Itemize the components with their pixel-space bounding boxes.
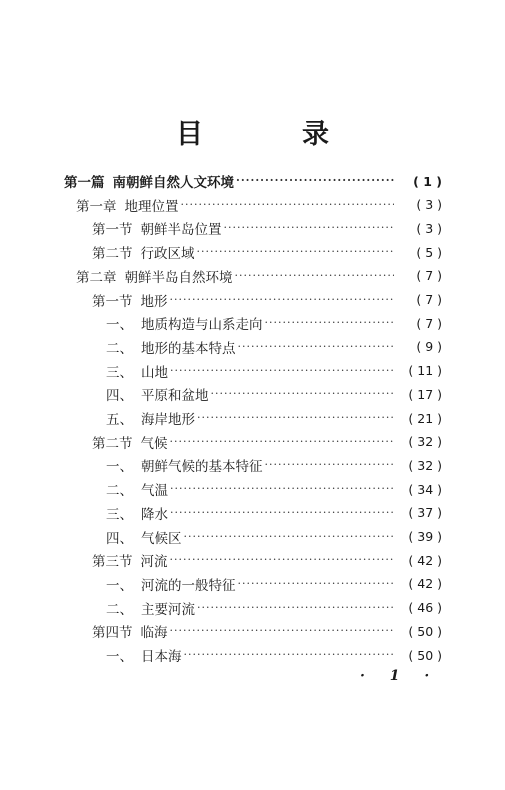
toc-entry-number: 第二节: [92, 435, 133, 452]
toc-entry-title: 海岸地形: [141, 412, 195, 428]
toc-entry-title: 地形: [140, 293, 168, 310]
toc-entry-page: ( 50 ): [408, 647, 442, 663]
toc-entry-number: 一、: [106, 577, 133, 594]
toc-entry-page: ( 32 ): [408, 457, 442, 473]
toc-entry-item: [106, 336, 442, 358]
toc-entry-item: [106, 526, 442, 548]
dot-leader: [238, 573, 395, 595]
toc-entry-title: 南朝鲜自然人文环境: [112, 175, 234, 191]
toc-entry-page: ( 39 ): [408, 529, 442, 544]
toc-entry-title: 地质构造与山系走向: [141, 317, 263, 334]
toc-entry-page: ( 42 ): [408, 552, 442, 568]
dot-leader: [265, 454, 395, 476]
toc-entry-page: ( 7 ): [416, 292, 442, 307]
dot-leader: [170, 431, 395, 453]
toc-entry-number: 三、: [106, 506, 133, 523]
toc-entry-number: 一、: [106, 459, 133, 476]
toc-entry-number: 五、: [106, 412, 133, 428]
toc-entry-title: 日本海: [141, 649, 182, 665]
toc-entry-title: 气候: [140, 435, 168, 452]
toc-entry-title: 主要河流: [141, 601, 195, 618]
toc-entry-item: [106, 644, 442, 666]
page-title: 目 录: [176, 119, 365, 150]
toc-entry-page: ( 9 ): [416, 339, 442, 355]
toc-entry-title: 河流的一般特征: [141, 577, 236, 594]
toc-entry-number: 四、: [106, 530, 133, 547]
toc-entry-title: 地形的基本特点: [141, 340, 236, 357]
toc-entry-page: ( 5 ): [416, 244, 442, 260]
page-number: · 1 ·: [360, 668, 440, 684]
toc-entry-title: 山地: [141, 364, 168, 381]
toc-entry-number: 二、: [106, 601, 133, 618]
toc-entry-item: [106, 454, 442, 476]
dot-leader: [170, 549, 395, 571]
toc-entry-number: 三、: [106, 364, 133, 381]
toc-entry-item: [106, 502, 442, 524]
toc-entry-title: 气候区: [141, 530, 182, 547]
dot-leader: [184, 644, 395, 666]
toc-entry-page: ( 46 ): [408, 600, 442, 616]
dot-leader: [238, 336, 395, 358]
toc-entry-section: [92, 241, 442, 263]
dot-leader: [170, 620, 395, 642]
dot-leader: [170, 360, 394, 382]
toc-entry-number: 二、: [106, 340, 133, 357]
dot-leader: [197, 407, 394, 429]
toc-entry-page: ( 32 ): [408, 434, 442, 450]
toc-entry-number: 第四节: [92, 625, 133, 642]
dot-leader: [170, 502, 394, 524]
toc-entry-item: [106, 573, 442, 595]
toc-entry-part: [64, 170, 442, 192]
toc-entry-number: 第三节: [92, 554, 133, 571]
toc-entry-section: [92, 620, 442, 642]
toc-entry-item: [106, 312, 442, 334]
dot-leader: [197, 597, 394, 619]
toc-entry-number: 一、: [106, 317, 133, 334]
toc-entry-chapter: [76, 194, 442, 216]
toc-entry-section: [92, 217, 442, 239]
toc-entry-title: 行政区域: [140, 246, 195, 263]
toc-entry-title: 朝鲜半岛自然环境: [124, 269, 233, 286]
toc-entry-item: [106, 360, 442, 382]
toc-entry-title: 河流: [140, 554, 168, 571]
toc-entry-number: 第一节: [92, 293, 133, 310]
toc-entry-section: [92, 431, 442, 453]
toc-entry-page: ( 7 ): [416, 315, 442, 331]
toc-entry-page: ( 3 ): [416, 220, 442, 236]
dot-leader: [197, 241, 395, 263]
toc-entry-title: 临海: [140, 625, 168, 642]
dot-leader: [235, 265, 395, 287]
toc-entry-number: 第一篇: [64, 175, 105, 191]
toc-entry-item: [106, 597, 442, 619]
toc-entry-section: [92, 289, 442, 311]
toc-entry-page: ( 1 ): [413, 173, 442, 189]
toc-entry-title: 降水: [141, 506, 168, 523]
toc-entry-page: ( 50 ): [408, 623, 442, 639]
dot-leader: [170, 289, 395, 311]
toc-entry-title: 地理位置: [124, 198, 179, 215]
toc-entry-page: ( 3 ): [416, 197, 442, 213]
toc-entry-section: [92, 549, 442, 571]
toc-entry-item: [106, 383, 442, 405]
toc-entry-page: ( 42 ): [408, 576, 442, 592]
dot-leader: [211, 383, 395, 405]
toc-entry-title: 朝鲜半岛位置: [140, 222, 222, 239]
toc-entry-page: ( 34 ): [408, 481, 442, 497]
dot-leader: [184, 526, 395, 548]
toc-entry-page: ( 11 ): [408, 363, 442, 379]
toc-entry-number: 四、: [106, 388, 133, 405]
dot-leader: [236, 170, 394, 192]
toc-entry-page: ( 7 ): [416, 268, 442, 284]
dot-leader: [181, 194, 395, 216]
toc-entry-number: 二、: [106, 483, 133, 500]
toc-entry-number: 第一章: [76, 198, 117, 215]
toc-entry-page: ( 21 ): [408, 410, 442, 426]
toc-entry-chapter: [76, 265, 442, 287]
toc-entry-number: 第二章: [76, 269, 117, 286]
dot-leader: [224, 217, 395, 239]
toc-entry-number: 第一节: [92, 222, 133, 239]
toc-entry-item: [106, 407, 442, 429]
toc-entry-number: 一、: [106, 649, 133, 665]
toc-entry-item: [106, 478, 442, 500]
dot-leader: [170, 478, 394, 500]
toc-entry-title: 平原和盆地: [141, 388, 209, 405]
toc-entry-page: ( 17 ): [408, 386, 442, 402]
toc-entry-title: 气温: [141, 483, 168, 500]
toc-entry-title: 朝鲜气候的基本特征: [141, 459, 263, 476]
toc-entry-page: ( 37 ): [408, 505, 442, 521]
toc-entry-number: 第二节: [92, 246, 133, 263]
dot-leader: [265, 312, 395, 334]
